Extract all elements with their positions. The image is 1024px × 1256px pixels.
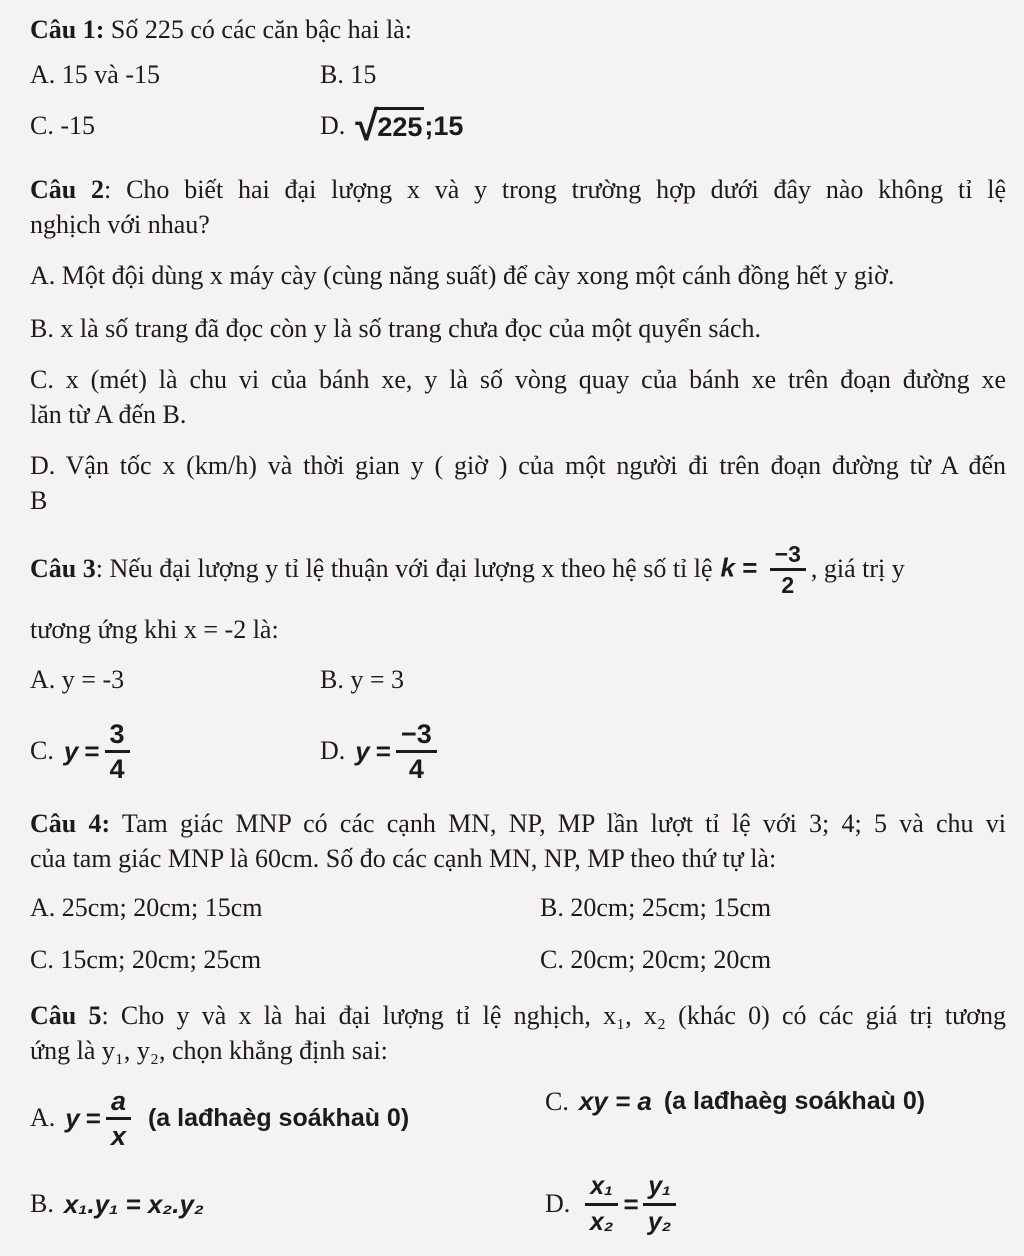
question-1-options-row-2: [30, 100, 1006, 152]
q2-option-c-line-2: lăn từ A đến B.: [30, 400, 187, 429]
question-4-number: Câu 4:: [30, 809, 111, 838]
q4-option-c: C. 15cm; 20cm; 25cm: [30, 945, 262, 974]
q1-option-b: B. 15: [320, 60, 377, 89]
question-2-number: Câu 2: [30, 175, 105, 204]
question-2-line-2: nghịch với nhau?: [30, 210, 210, 239]
fraction-denominator: x: [110, 1120, 126, 1151]
question-4-header: [30, 806, 1006, 876]
q3-option-c-label: C.: [30, 736, 54, 765]
q3-option-d-formula: [355, 720, 441, 783]
question-1-options-row-1: [30, 57, 1006, 92]
q2-option-d-line-1: D. Vận tốc x (km/h) và thời gian y ( giờ ) của một người đi trên đoạn đường từ A đến: [30, 451, 1006, 480]
question-2-header: [30, 172, 1006, 242]
q5-option-d-label: D.: [545, 1189, 571, 1218]
equals-sign: =: [84, 735, 100, 766]
q2-option-b: B. x là số trang đã đọc còn y là số trang chưa đọc của một quyển sách.: [30, 314, 762, 343]
y-variable: y: [63, 735, 79, 766]
q1-option-d-label: D.: [320, 111, 346, 140]
q5-option-c-note: (a lađhaèg soákhaù 0): [663, 1087, 926, 1115]
question-5-text: : Cho y và x là hai đại lượng tỉ lệ nghịch, x₁, x₂ (khác 0) có các giá trị tương: [101, 1001, 1006, 1030]
q5-option-a-formula: [65, 1087, 136, 1150]
q5-option-d-fraction-right: [643, 1172, 676, 1237]
question-3-options-row-2: [30, 715, 1006, 787]
question-4-line-1: [30, 806, 1006, 841]
q3-option-c-fraction: [105, 720, 130, 783]
q1-option-c: C. -15: [30, 111, 95, 140]
q4-option-d: C. 20cm; 20cm; 20cm: [540, 945, 772, 974]
q1-option-d: [320, 102, 464, 149]
fraction-numerator: 3: [105, 720, 130, 753]
equals-sign: =: [375, 735, 391, 766]
equals-sign: =: [623, 1188, 639, 1219]
question-2-text: : Cho biết hai đại lượng x và y trong trường hợp dưới đây nào không tỉ lệ: [104, 175, 1006, 204]
q3-option-c: [30, 720, 320, 783]
fraction-denominator: 4: [408, 753, 424, 784]
q5-option-a-fraction: [106, 1087, 131, 1150]
q5-option-b-label: B.: [30, 1189, 54, 1218]
q3-option-c-formula: [64, 720, 135, 783]
q4-option-a: A. 25cm; 20cm; 15cm: [30, 893, 263, 922]
q5-option-a-note: (a lađhaèg soákhaù 0): [147, 1103, 410, 1132]
q2-option-d-line-2: B: [30, 486, 48, 515]
q3-option-b: B. y = 3: [320, 665, 405, 694]
question-5-line-2: ứng là y₁, y₂, chọn khẳng định sai:: [30, 1036, 388, 1065]
q5-option-a: [30, 1080, 545, 1156]
q1-option-a: A. 15 và -15: [30, 60, 160, 89]
q5-option-a-label: A.: [30, 1103, 56, 1132]
q3-option-a: A. y = -3: [30, 665, 125, 694]
question-3-number: Câu 3: [30, 554, 96, 583]
q3-option-d-fraction: [396, 720, 437, 783]
q3-option-d: [320, 720, 442, 783]
fraction-denominator: 4: [109, 753, 125, 784]
q5-option-c-expression: xy = a: [578, 1086, 652, 1116]
q5-option-d-formula: [580, 1172, 681, 1237]
question-3-header: [30, 540, 1006, 598]
k-fraction-denominator: 2: [781, 571, 795, 598]
question-3-text-post: , giá trị y: [810, 554, 905, 583]
square-root-expression: [355, 102, 424, 149]
q2-option-c-line-1: C. x (mét) là chu vi của bánh xe, y là số vòng quay của bánh xe trên đoạn đường xe: [30, 365, 1006, 394]
coefficient-formula: [721, 542, 811, 597]
question-2-line-1: [30, 172, 1006, 207]
q5-option-c: [545, 1086, 925, 1117]
question-5-header: [30, 998, 1006, 1068]
q4-option-b: B. 20cm; 25cm; 15cm: [540, 893, 772, 922]
k-equals: =: [742, 551, 758, 582]
question-3-options-row-1: [30, 662, 1006, 697]
question-4-text: Tam giác MNP có các cạnh MN, NP, MP lần lượt tỉ lệ với 3; 4; 5 và chu vi: [110, 809, 1006, 838]
q2-option-c: [30, 362, 1006, 432]
question-1-text: Số 225 có các căn bậc hai là:: [104, 15, 412, 44]
question-4-line-2: của tam giác MNP là 60cm. Số đo các cạnh MN, NP, MP theo thứ tự là:: [30, 844, 777, 873]
question-1-number: Câu 1:: [30, 15, 105, 44]
k-fraction: [770, 542, 806, 597]
question-5-line-1: [30, 998, 1006, 1033]
q2-option-a: A. Một đội dùng x máy cày (cùng năng suất) để cày xong một cánh đồng hết y giờ.: [30, 261, 895, 290]
q5-option-b: [30, 1189, 545, 1220]
q2-option-d: [30, 448, 1006, 518]
question-5-options-row-1: [30, 1080, 1006, 1156]
fraction-numerator: y₁: [643, 1172, 676, 1206]
question-5-number: Câu 5: [30, 1001, 102, 1030]
y-variable: y: [65, 1102, 80, 1133]
q1-option-d-rest: ;15: [424, 110, 464, 141]
q5-option-d-fraction-left: [585, 1172, 618, 1237]
q5-option-b-expression: x₁.y₁ = x₂.y₂: [63, 1188, 204, 1219]
fraction-numerator: a: [106, 1087, 131, 1120]
k-fraction-numerator: −3: [770, 542, 806, 571]
question-4-options-row-2: [30, 942, 1006, 977]
fraction-numerator: x₁: [585, 1172, 618, 1206]
question-3-text-pre: : Nếu đại lượng y tỉ lệ thuận với đại lượng x theo hệ số tỉ lệ: [95, 554, 713, 583]
fraction-denominator: y₂: [647, 1207, 672, 1236]
radicand: 225: [375, 107, 424, 143]
question-4-options-row-1: [30, 890, 1006, 925]
radical-sign: √: [355, 102, 379, 149]
q5-option-c-label: C.: [545, 1086, 569, 1116]
q3-option-d-label: D.: [320, 736, 346, 765]
fraction-denominator: x₂: [589, 1207, 614, 1236]
question-3-line-2: tương ứng khi x = -2 là:: [30, 615, 279, 644]
equals-sign: =: [85, 1102, 101, 1133]
fraction-numerator: −3: [396, 720, 437, 753]
question-5-options-row-2: [30, 1163, 1006, 1245]
q5-option-d: [545, 1172, 681, 1237]
question-1-header: [30, 12, 1006, 47]
y-variable: y: [355, 735, 370, 766]
k-variable: k: [720, 551, 735, 582]
